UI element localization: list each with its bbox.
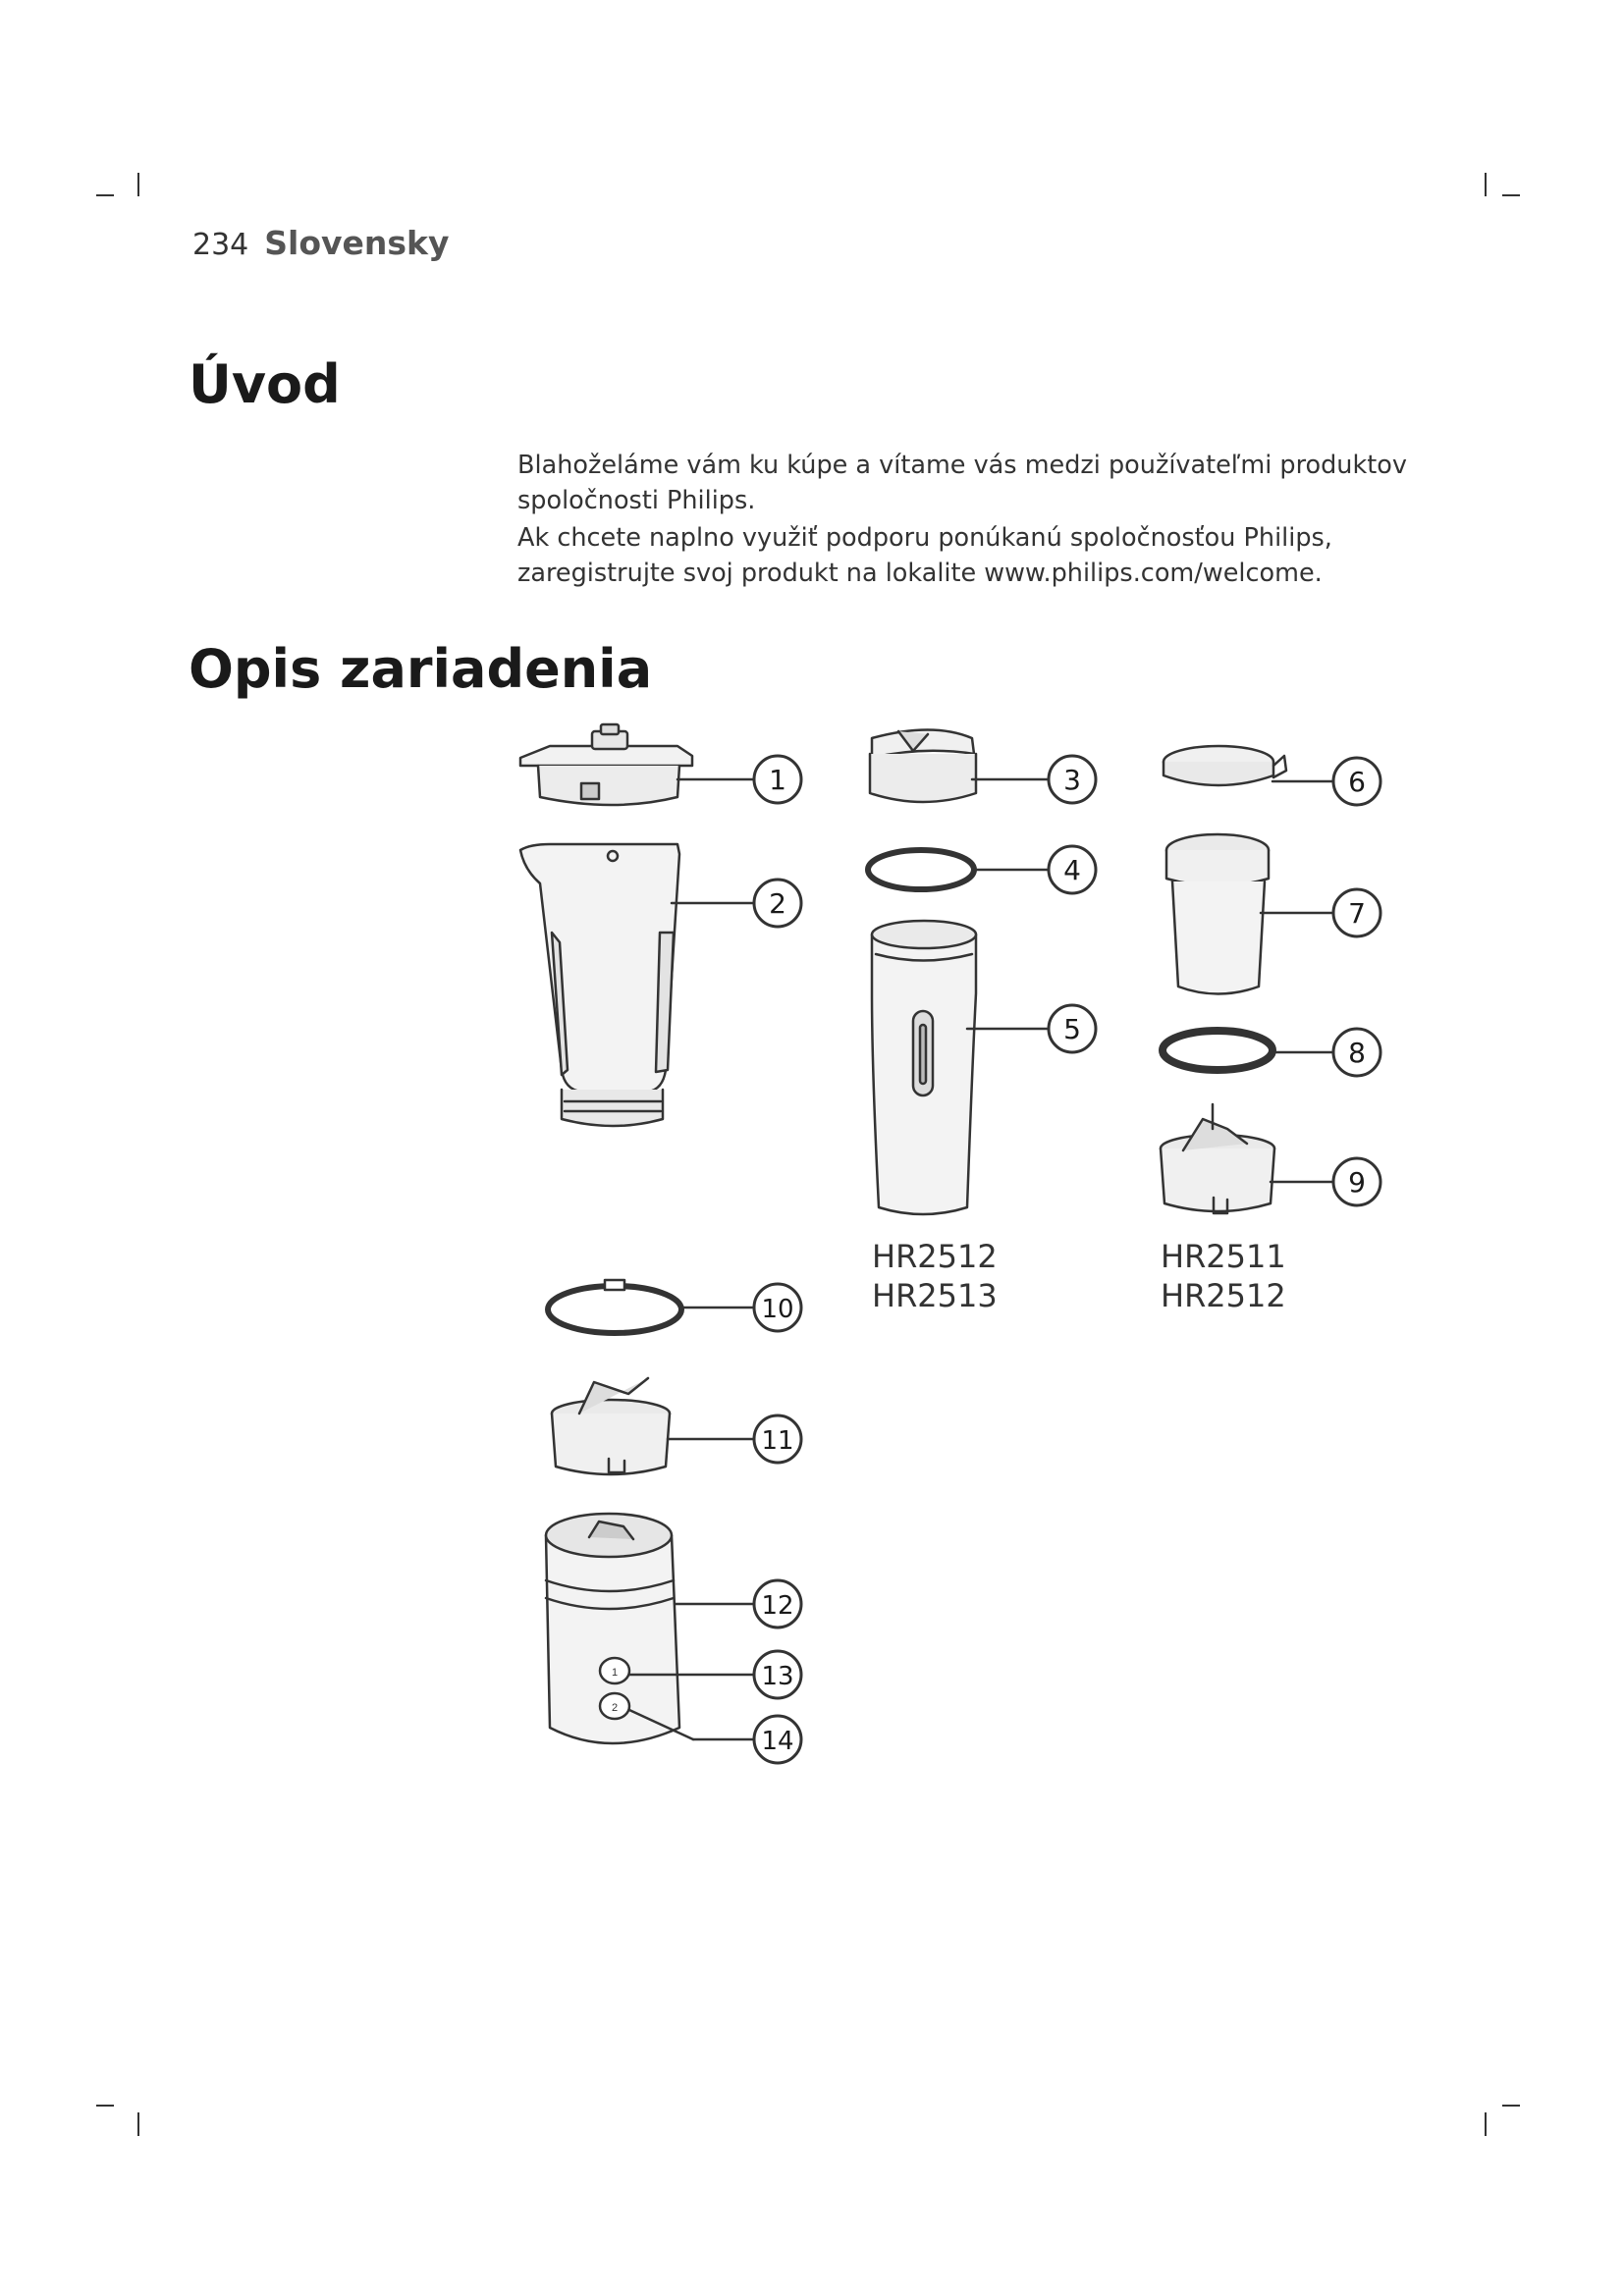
- flat-lid-drawing: [1164, 746, 1286, 785]
- small-ring-drawing: [868, 850, 974, 889]
- callout-number-6: 6: [1348, 766, 1366, 798]
- motor-unit-drawing: [546, 1514, 679, 1743]
- intro-paragraph-2: Ak chcete naplno využiť podporu ponúkanú spoločnosťou Philips, zaregistrujte svoj produkt na lokalite www.philips.com/welcome.: [517, 523, 1332, 588]
- model-label: HR2512: [872, 1238, 998, 1275]
- model-label: HR2512: [1161, 1277, 1286, 1314]
- callout-number-2: 2: [769, 887, 786, 920]
- large-blade-unit-drawing: [552, 1378, 670, 1474]
- model-label: HR2513: [872, 1277, 998, 1314]
- intro-title: Úvod: [189, 353, 341, 415]
- callout-number-4: 4: [1063, 854, 1081, 886]
- small-cup-drawing: [1166, 834, 1269, 994]
- callout-number-11: 11: [761, 1426, 794, 1456]
- callout-number-14: 14: [761, 1727, 794, 1756]
- tall-bottle-drawing: [872, 921, 976, 1214]
- callout-number-1: 1: [769, 764, 786, 796]
- model-label: HR2511: [1161, 1238, 1286, 1275]
- callout-number-12: 12: [761, 1591, 794, 1621]
- callout-number-9: 9: [1348, 1166, 1366, 1199]
- callout-number-10: 10: [761, 1295, 794, 1324]
- description-title: Opis zariadenia: [189, 638, 653, 700]
- sealing-ring-drawing: [548, 1280, 681, 1333]
- callout-number-5: 5: [1063, 1013, 1081, 1045]
- callout-number-3: 3: [1063, 764, 1081, 796]
- model-group-2: [1161, 1237, 1286, 1315]
- large-jar-drawing: [520, 844, 679, 1126]
- model-group-1: [872, 1237, 998, 1315]
- speed-button-label-2: 2: [611, 1702, 619, 1714]
- page-number: 234: [192, 228, 249, 262]
- speed-button-label-1: 1: [611, 1667, 619, 1679]
- small-blade-unit-drawing: [1161, 1104, 1274, 1213]
- thick-ring-drawing: [1163, 1031, 1272, 1070]
- intro-paragraph-1: Blahoželáme vám ku kúpe a vítame vás medzi používateľmi produktov spoločnosti Philips.: [517, 451, 1407, 515]
- drinking-lid-drawing: [870, 730, 976, 803]
- callout-number-7: 7: [1348, 897, 1366, 930]
- callout-circles: [754, 756, 1380, 1763]
- callout-number-13: 13: [761, 1662, 794, 1691]
- jar-lid-drawing: [520, 724, 692, 805]
- callout-number-8: 8: [1348, 1037, 1366, 1069]
- language-label: Slovensky: [264, 224, 450, 262]
